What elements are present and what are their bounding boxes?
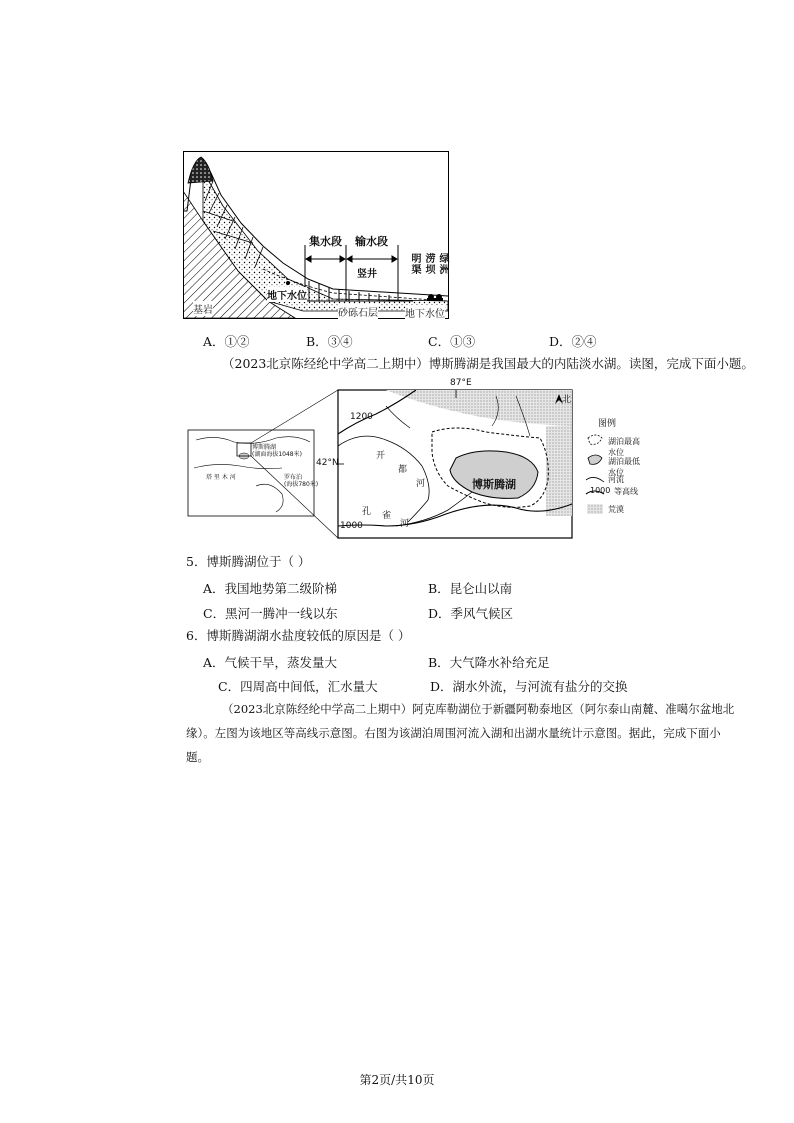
inset-label-lake: 博斯腾湖	[252, 444, 277, 451]
q5-option-d: D．季风气候区	[428, 606, 514, 621]
river-kaidu-1: 开	[376, 451, 386, 461]
inset-label-tarim: 塔 里 木 河	[206, 474, 236, 481]
q5-option-a: A．我国地势第二级阶梯	[203, 581, 338, 596]
legend-title: 图例	[598, 419, 617, 429]
river-kongque-1: 孔	[362, 507, 372, 517]
legend-min-level: 湖泊最低水位	[608, 457, 640, 477]
inset-label-lop: 罗布泊	[284, 474, 303, 481]
prev-option-b: B．③④	[306, 334, 353, 349]
intro-akekule-line2: 缘）。左图为该地区等高线示意图。右图为该湖泊周围河流入湖和出湖水量统计示意图。据此，完成下面小	[186, 726, 721, 740]
legend-max-level: 湖泊最高水位	[608, 437, 640, 457]
contour-label-1000: 1000	[340, 521, 363, 531]
label-canal: 明渠	[409, 253, 420, 275]
prev-option-a: A．①②	[203, 334, 250, 349]
inset-label-lake-alt: (湖面海拔1048米)	[252, 451, 302, 458]
page-footer: 第2页/共10页	[359, 1073, 435, 1087]
legend-contour-value: 1000	[590, 486, 611, 495]
lake-label: 博斯腾湖	[472, 478, 516, 491]
bosten-map	[186, 376, 646, 542]
prev-option-c: C．①③	[428, 334, 476, 349]
legend-desert: 荒漠	[608, 505, 624, 514]
q5-option-b: B．昆仑山以南	[428, 581, 513, 596]
label-collect-section: 集水段	[309, 235, 342, 248]
prev-option-d: D．②④	[549, 334, 597, 349]
q6-option-a: A．气候干旱，蒸发量大	[203, 655, 338, 670]
intro-bosten: （2023北京陈经纶中学高二上期中）博斯腾湖是我国最大的内陆淡水湖。读图，完成下面小题。	[222, 356, 754, 371]
intro-akekule-line3: 题。	[186, 750, 209, 764]
q6-option-d: D．湖水外流，与河流有盐分的交换	[430, 679, 628, 694]
label-shaft: 竖井	[357, 269, 377, 280]
label-transport-section: 输水段	[355, 235, 388, 248]
north-label: 北	[562, 395, 572, 405]
label-gravel-layer: 砂砾石层	[338, 304, 378, 319]
q6-option-b: B．大气降水补给充足	[428, 655, 550, 670]
label-groundwater-left: 地下水位	[267, 287, 307, 302]
q5-stem: 5．博斯腾湖位于（ ）	[186, 554, 311, 569]
label-oasis: 绿洲	[437, 253, 448, 275]
river-kaidu-3: 河	[416, 479, 426, 489]
legend-contour: 等高线	[614, 487, 638, 496]
label-bedrock: 基岩	[193, 301, 213, 316]
inset-label-lop-alt: (海拔780米)	[284, 481, 319, 488]
contour-label-1200: 1200	[350, 412, 373, 422]
river-kongque-2: 雀	[382, 511, 392, 521]
q6-option-c: C．四周高中间低，汇水量大	[218, 679, 378, 694]
label-dam: 涝坝	[423, 253, 434, 275]
intro-akekule-line1: （2023北京陈经纶中学高二上期中）阿克库勒湖位于新疆阿勒泰地区（阿尔泰山南麓、准噶尔盆地北	[222, 702, 735, 716]
legend-river: 河流	[608, 475, 624, 484]
longitude-label: 87°E	[450, 378, 472, 388]
karez-diagram	[183, 151, 449, 319]
river-kongque-3: 河	[400, 519, 410, 529]
river-kaidu-2: 都	[398, 465, 408, 475]
label-groundwater-right: 地下水位	[405, 305, 445, 320]
latitude-label: 42°N	[316, 458, 339, 468]
bosten-map-svg	[186, 376, 646, 542]
q5-option-c: C．黑河一腾冲一线以东	[203, 606, 338, 621]
q6-stem: 6．博斯腾湖湖水盐度较低的原因是（ ）	[186, 628, 411, 643]
